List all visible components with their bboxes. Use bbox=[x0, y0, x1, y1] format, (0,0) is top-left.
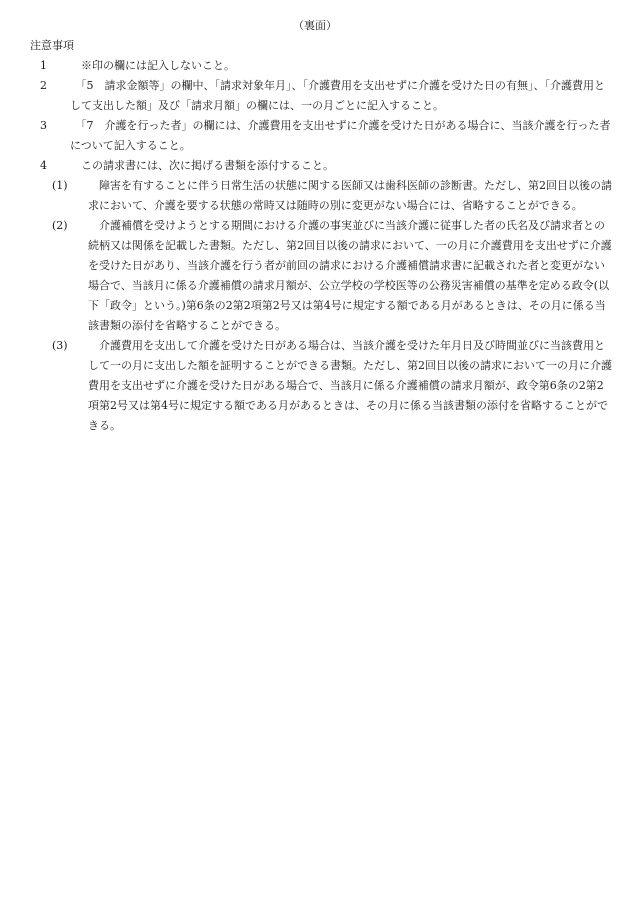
attachment-item-text: 介護費用を支出して介護を受けた日がある場合は、当該介護を受けた年月日及び時間並びに当該費用として一の月に支出した額を証明することができる書類。ただし、第2回目以後の請求において一の月に介護費用を支出せずに介護を受けた日がある場合で、当該月に係る介護補償の請求月額が、政令第6条の2第2項第2号又は第4号に規定する額である月があるときは、その月に係る当該書類の添付を省略することができる。 bbox=[88, 339, 612, 432]
note-item-number: 3 bbox=[40, 119, 47, 132]
attachment-item-text: 障害を有することに伴う日常生活の状態に関する医師又は歯科医師の診断書。ただし、第2回目以後の請求において、介護を要する状態の常時又は随時の別に変更がない場合には、省略することができる。 bbox=[88, 179, 612, 212]
note-item-3 bbox=[30, 116, 614, 156]
note-item-number: 1 bbox=[40, 59, 47, 72]
attachment-item-number: (1) bbox=[52, 179, 68, 192]
note-item-text: この請求書には、次に掲げる書類を添付すること。 bbox=[70, 159, 334, 172]
note-item-number: 4 bbox=[40, 159, 47, 172]
attachment-item-3 bbox=[30, 336, 614, 436]
note-item-text: 「5 請求金額等」の欄中、「請求対象年月」、「介護費用を支出せずに介護を受けた日の有無」、「介護費用として支出した額」及び「請求月額」の欄には、一の月ごとに記入すること。 bbox=[70, 79, 605, 112]
attachment-item-text: 介護補償を受けようとする期間における介護の事実並びに当該介護に従事した者の氏名及び請求者との続柄又は関係を記載した書類。ただし、第2回目以後の請求において、一の月に介護費用を支出せずに介護を受けた日があり、当該介護を行う者が前回の請求における介護補償請求書に記載された者と変更がない場合で、当該月に係る介護補償の請求月額が、公立学校の学校医等の公務災害補償の基準を定める政令(以下「政令」という。)第6条の2第2項第2号又は第4号に規定する額である月があるときは、その月に係る当該書類の添付を省略することができる。 bbox=[88, 219, 612, 332]
note-item-1 bbox=[30, 56, 614, 76]
notes-heading: 注意事項 bbox=[30, 39, 74, 52]
attachment-item-2 bbox=[30, 216, 614, 336]
attachment-item-1 bbox=[30, 176, 614, 216]
page-title: （裏面） bbox=[293, 19, 337, 32]
note-item-2 bbox=[30, 76, 614, 116]
notes-section bbox=[30, 36, 614, 436]
note-item-text: ※印の欄には記入しないこと。 bbox=[70, 59, 235, 72]
note-item-4 bbox=[30, 156, 614, 176]
attachment-item-number: (3) bbox=[52, 339, 68, 352]
note-item-text: 「7 介護を行った者」の欄には、介護費用を支出せずに介護を受けた日がある場合に、当該介護を行った者について記入すること。 bbox=[70, 119, 611, 152]
note-item-number: 2 bbox=[40, 79, 47, 92]
attachment-item-number: (2) bbox=[52, 219, 68, 232]
